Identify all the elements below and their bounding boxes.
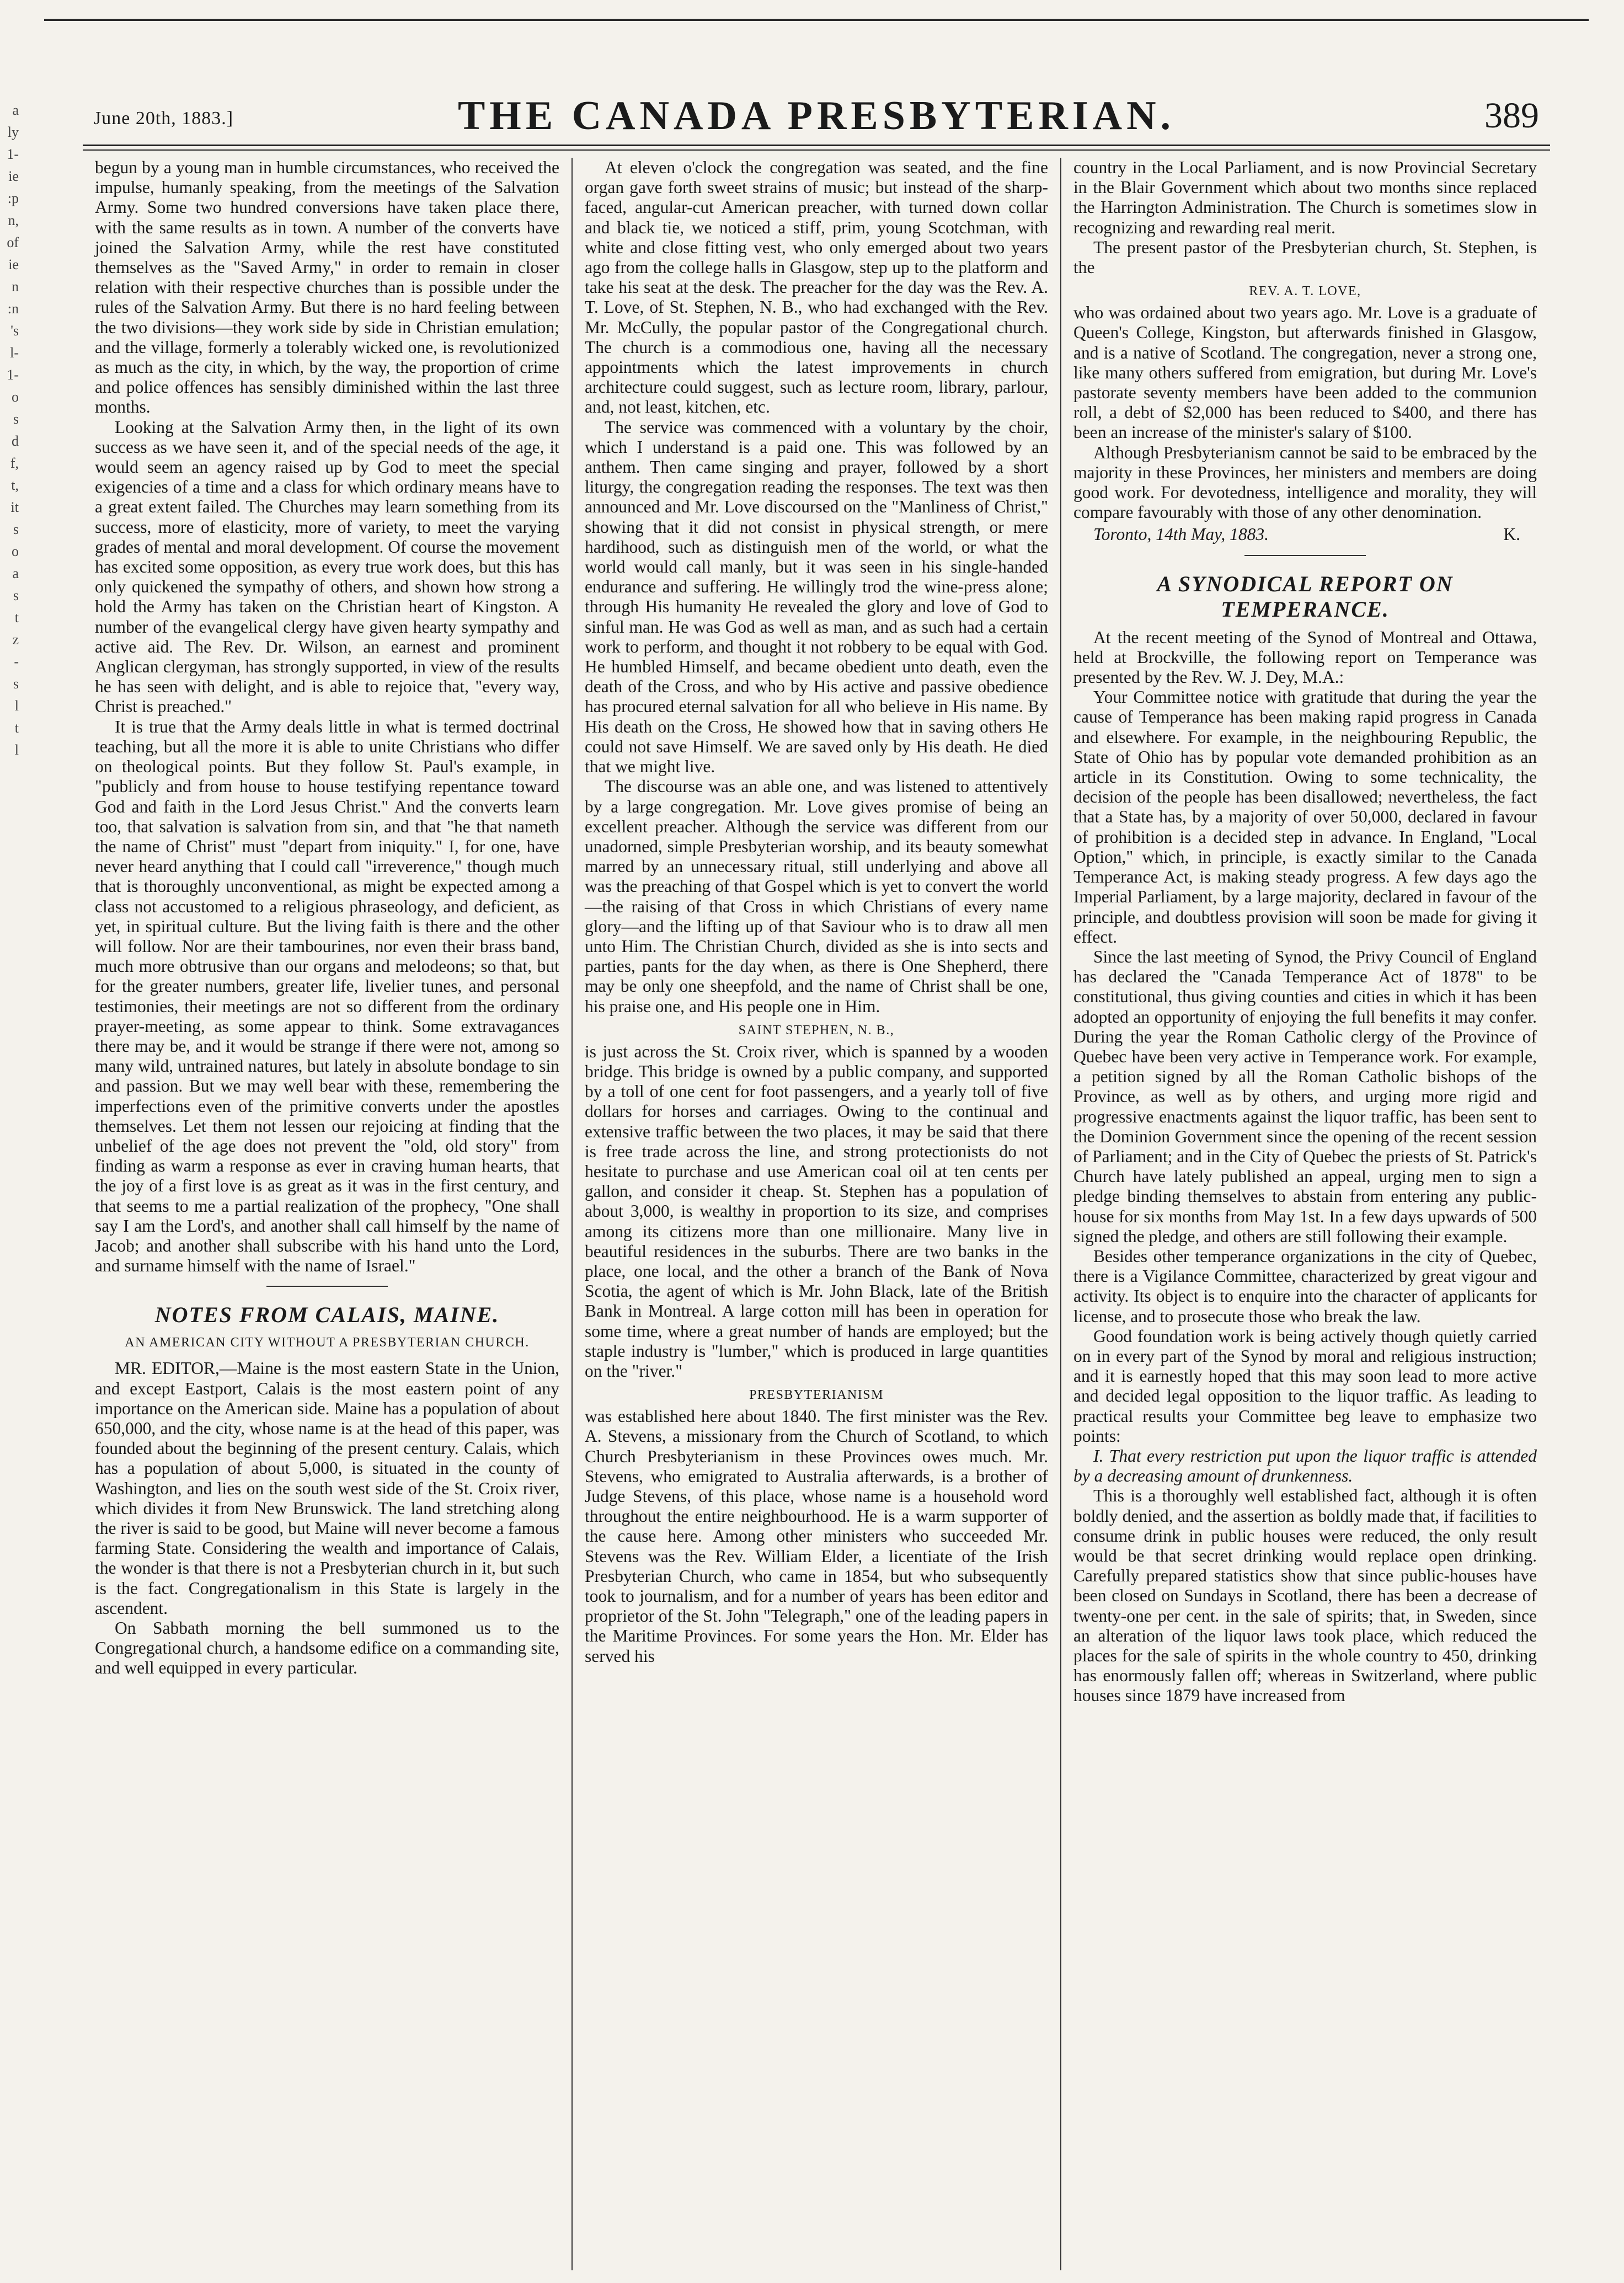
col3-paragraph: Your Committee notice with gratitude that during the year the cause of Temperance has been making rapid progress in Canada and elsewhere. For example, in the neighbouring Republic, the State of Ohio has by popular vote demanded prohibition as an article in its Constitution. Owing to some technicality, the decision of the people has been disallowed; nevertheless, the fact that a State has, by a majority of over 50,000, declared in favour of prohibition is a decided step in advance. In England, "Local Option," which, in principle, is exactly similar to the Canada Temperance Act, is making steady progress. A few days ago the Imperial Parliament, by a large majority, declared in favour of the principle, and doubtless provision will soon be made for giving it effect. bbox=[1073, 687, 1537, 947]
section-rule bbox=[1244, 555, 1366, 556]
col1-paragraph: It is true that the Army deals little in what is termed doctrinal teaching, but all the more it is able to unite Christians who differ on theological points. But they follow St. Paul's example, in "publicly and from house to house testifying repentance toward God and faith in the Lord Jesus Christ." And the converts learn too, that salvation is salvation from sin, and that "he that nameth the name of Christ" must "depart from iniquity." I, for one, have never heard anything that I could call "irreverence," though much that is thoroughly unconventional, as might be expected among a class not accustomed to a religious phraseology, and deficient, as yet, in spiritual culture. But the living faith is there and the other will follow. Nor are their tambourines, nor even their brass band, much more obtrusive than our organs and melodeons; so that, but for the greater numbers, greater life, livelier tunes, and personal testimonies, their meetings are not so different from the ordinary prayer-meeting, as some appear to think. Some extravagances there may be, and it would be strange if there were not, among so many wild, untrained natures, but lately in absolute bondage to sin and passion. But we may well bear with these, remembering the imperfections even of the primitive converts under the apostles themselves. Let them not lessen our rejoicing at finding that the unbelief of the age does not prevent the "old, old story" from finding as warm a response as ever in craving human hearts, that the joy of a first love is as great as it was in the first century, and that seems to me a partial realization of the prophecy, "One shall say I am the Lord's, and another shall call himself by the name of Jacob; and another shall subscribe with his hand unto the Lord, and surname himself with the name of Israel." bbox=[95, 717, 559, 1276]
adjacent-page-fragment: a ly 1- ie :p n, of ie n :n 's l- 1- o s d f, t, it s o a s t z - s l t l bbox=[7, 102, 19, 758]
signoff-place-date: Toronto, 14th May, 1883. bbox=[1093, 525, 1269, 544]
col3-paragraph: The present pastor of the Presbyterian church, St. Stephen, is the bbox=[1073, 237, 1537, 277]
section-heading-temperance: A SYNODICAL REPORT ON TEMPERANCE. bbox=[1157, 571, 1454, 622]
col3-paragraph: Although Presbyterianism cannot be said to be embraced by the majority in these Provinces, her ministers and members are doing good work. For devotedness, intelligence and morality, they will compare favourably with those of any other denomination. bbox=[1073, 442, 1537, 522]
column-1 bbox=[83, 158, 571, 2270]
col3-paragraph: At the recent meeting of the Synod of Montreal and Ottawa, held at Brockville, the following report on Temperance was presented by the Rev. W. J. Dey, M.A.: bbox=[1073, 627, 1537, 687]
col1-paragraph: begun by a young man in humble circumstances, who received the impulse, humanly speaking, from the meetings of the Salvation Army. Some two hundred conversions have taken place there, with the same results as in town. A number of the converts have joined the Salvation Army, while the rest have constituted themselves as the "Saved Army," in order to remain in closer relation with their respective churches than is possible under the rules of the Salvation Army. But there is no hard feeling between the two divisions—they work side by side in Christian emulation; and the village, formerly a tolerably wicked one, is revolutionized as much as the city, in which, by the way, the proportion of crime and police offences has sensibly diminished within the last three months. bbox=[95, 158, 559, 417]
col3-paragraph: This is a thoroughly well established fact, although it is often boldly denied, and the assertion as boldly made that, if facilities to consume drink in public houses were reduced, the only result would be that secret drinking would replace open drinking. Carefully prepared statistics show that since public-houses have been closed on Sundays in Scotland, there has been a decrease of twenty-one per cent. in the sale of spirits; that, in Sweden, since an alteration of the liquor laws took place, which reduced the places for the sale of spirits in the whole country to 450, drinking has enormously fallen off; whereas in Switzerland, where public houses since 1879 have increased from bbox=[1073, 1486, 1537, 1705]
col3-paragraph: Since the last meeting of Synod, the Privy Council of England has declared the "Canada Temperance Act of 1878" to be constitutional, thus giving counties and cities in which it has been adopted an opportunity of enjoying the full benefits it may confer. During the year the Roman Catholic clergy of the Province of Quebec have been very active in Temperance work. For example, a petition signed by all the Roman Catholic bishops of the Province, as well as by others, and urging more rigid and progressive enactments against the liquor traffic, has been sent to the Dominion Government since the opening of the recent session of Parliament; and in the City of Quebec the priests of St. Patrick's Church have lately published an appeal, urging men to sign a pledge binding themselves to abstain from entering any public-house for six months from May 1st. In a few days upwards of 500 signed the pledge, and others are still following their example. bbox=[1073, 947, 1537, 1246]
article-columns bbox=[83, 158, 1550, 2270]
col2-paragraph: The discourse was an able one, and was listened to attentively by a large congregation. Mr. Love gives promise of being an excellent preacher. Although the service was different from our unadorned, simple Presbyterian worship, and its beauty somewhat marred by an unnecessary ritual, still underlying and above all was the preaching of that Gospel which is yet to convert the world—the raising of that Cross in which Christians of every name glory—and the lifting up of that Saviour who is to draw all men unto Him. The Christian Church, divided as she is into sects and parties, pants for the day when, as there is One Shepherd, there may be only one sheepfold, and the name of Christ shall be one, his praise one, and His people one in Him. bbox=[585, 777, 1048, 1016]
subheading-presbyterianism: PRESBYTERIANISM bbox=[749, 1388, 884, 1403]
subheading-rev-love: REV. A. T. LOVE, bbox=[1249, 284, 1361, 299]
col1-paragraph: On Sabbath morning the bell summoned us to the Congregational church, a handsome edifice on a commanding site, and well equipped in every particular. bbox=[95, 1618, 559, 1678]
col3-paragraph: country in the Local Parliament, and is now Provincial Secretary in the Blair Government which about two months since replaced the Harrington Administration. The Church is sometimes slow in recognizing and rewarding real merit. bbox=[1073, 158, 1537, 237]
issue-date: June 20th, 1883.] bbox=[94, 108, 234, 129]
col3-paragraph-point: I. That every restriction put upon the liquor traffic is attended by a decreasing amount of drunkenness. bbox=[1073, 1446, 1537, 1486]
masthead-title: THE CANADA PRESBYTERIAN. bbox=[457, 93, 1176, 138]
col3-paragraph: who was ordained about two years ago. Mr. Love is a graduate of Queen's College, Kingston, but afterwards finished in Glasgow, and is a native of Scotland. The congregation, never a strong one, like many others suffered from emigration, but during Mr. Love's pastorate seventy members have been added to the communion roll, a debt of $2,000 has been reduced to $400, and there has been an increase of the minister's salary of $100. bbox=[1073, 303, 1537, 442]
signoff-initial: K. bbox=[1503, 525, 1520, 544]
page-header bbox=[83, 83, 1550, 143]
col2-paragraph: is just across the St. Croix river, which is spanned by a wooden bridge. This bridge is owned by a public company, and supported by a toll of one cent for foot passengers, and a yearly toll of five dollars for horses and carriages. Owing to the continual and extensive traffic between the two places, it may be said that there is free trade across the line, and strong protectionists do not hesitate to purchase and use American coal oil at ten cents per gallon, and consider it cheap. St. Stephen has a population of about 3,000, is wealthy in proportion to its size, and comprises among its citizens more than one millionaire. Many live in beautiful residences in the suburbs. There are two banks in the place, one local, and the other a branch of the Bank of Nova Scotia, the agent of which is Mr. John Black, late of the British Bank in Montreal. A large cotton mill has been in operation for some time, where a great number of hands are employed; but the staple industry is "lumber," which is produced in large quantities on the "river." bbox=[585, 1041, 1048, 1381]
column-2 bbox=[571, 158, 1060, 2270]
section-subheading-calais: AN AMERICAN CITY WITHOUT A PRESBYTERIAN CHURCH. bbox=[125, 1335, 530, 1350]
col2-paragraph: The service was commenced with a voluntary by the choir, which I understand is a paid one. This was followed by an anthem. Then came singing and prayer, followed by a short liturgy, the congregation reading the responses. The text was then announced and Mr. Love discoursed on the "Manliness of Christ," showing that it did not consist in physical strength, or mere hardihood, such as distinguish men of the world, or what the world would call manly, but it was seen in his single-handed endurance and suffering. He willingly trod the wine-press alone; through His humanity He revealed the glory and love of God to sinful man. He was God as well as man, and as such had a certain work to perform, and thought it not robbery to be equal with God. He humbled Himself, and became obedient unto death, even the death of the Cross, and who by His active and passive obedience has procured eternal salvation for all who believe in His name. By His death on the Cross, He showed how that in saving others He could not save Himself. We are saved only by His death. He died that we might live. bbox=[585, 417, 1048, 777]
section-heading-calais: NOTES FROM CALAIS, MAINE. bbox=[154, 1302, 500, 1328]
subheading-saint-stephen: SAINT STEPHEN, N. B., bbox=[738, 1023, 895, 1038]
col1-paragraph: MR. EDITOR,—Maine is the most eastern State in the Union, and except Eastport, Calais is the most eastern point of any importance on the American side. Maine has a population of about 650,000, and the city, whose name is at the head of this paper, was founded about the beginning of the present century. Calais, which has a population of about 5,000, is situated in the county of Washington, and lies on the south west side of the St. Croix river, which divides it from New Brunswick. The land stretching along the river is said to be good, but Maine will never become a famous farming State. Considering the wealth and importance of Calais, the wonder is that there is not a Presbyterian church in it, but such is the fact. Congregationalism in this State is largely in the ascendent. bbox=[95, 1359, 559, 1618]
col2-paragraph: was established here about 1840. The first minister was the Rev. A. Stevens, a missionary from the Church of Scotland, to which Church Presbyterianism in these Provinces owes much. Mr. Stevens, who emigrated to Australia afterwards, is a brother of Judge Stevens, of this place, whose name is a household word throughout the entire neighbourhood. He is a warm supporter of the cause here. Among other ministers who succeeded Mr. Stevens was the Rev. William Elder, a licentiate of the Irish Presbyterian Church, who came in 1854, but who subsequently took to journalism, and for a number of years has been editor and proprietor of the St. John "Telegraph," one of the leading papers in the Maritime Provinces. For some years the Hon. Mr. Elder has served his bbox=[585, 1407, 1048, 1666]
col2-paragraph: At eleven o'clock the congregation was seated, and the fine organ gave forth sweet strains of music; but instead of the sharp-faced, angular-cut American preacher, with turned down collar and black tie, we noticed a stiff, prim, young Scotchman, with white and close fitting vest, who only emerged about two years ago from the college halls in Glasgow, step up to the platform and take his seat at the desk. The preacher for the day was the Rev. A. T. Love, of St. Stephen, N. B., who had exchanged with the Rev. Mr. McCully, the popular pastor of the Congregational church. The church is a commodious one, having all the necessary appointments which the latest improvements in church architecture could suggest, such as lecture room, library, parlour, and, not least, kitchen, etc. bbox=[585, 158, 1048, 417]
col1-paragraph: Looking at the Salvation Army then, in the light of its own success as we have seen it, and of the special needs of the age, it would seem an agency raised up by God to meet the special exigencies of a time and a class for which ordinary means have to a great extent failed. The Churches may learn something from its success, more of elasticity, more of variety, to meet the varying grades of mental and moral development. Of course the movement has excited some opposition, as every true work does, but this has only quickened the sympathy of others, and shown how strong a hold the Army has taken on the Christian heart of Kingston. A number of the evangelical clergy have given hearty sympathy and active aid. The Rev. Dr. Wilson, an earnest and prominent Anglican clergyman, has strongly supported, in view of the results he has seen with delight, and is able to rejoice that, "every way, Christ is preached." bbox=[95, 417, 559, 717]
top-border-rule bbox=[44, 19, 1589, 21]
col3-paragraph: Besides other temperance organizations in the city of Quebec, there is a Vigilance Committee, characterized by great vigour and activity. Its object is to enquire into the character of applicants for license, and to prosecute those who break the law. bbox=[1073, 1246, 1537, 1326]
header-rule bbox=[83, 145, 1550, 151]
col3-paragraph: Good foundation work is being actively though quietly carried on in every part of the Synod by moral and religious instruction; and it is earnestly hoped that this may soon lead to more active and decided legal opposition to the liquor traffic. As leading to practical results your Committee beg leave to emphasize two points: bbox=[1073, 1326, 1537, 1446]
section-rule bbox=[266, 1286, 388, 1287]
page-number: 389 bbox=[1484, 95, 1539, 136]
column-3 bbox=[1060, 158, 1549, 2270]
letter-signoff bbox=[1073, 525, 1537, 544]
